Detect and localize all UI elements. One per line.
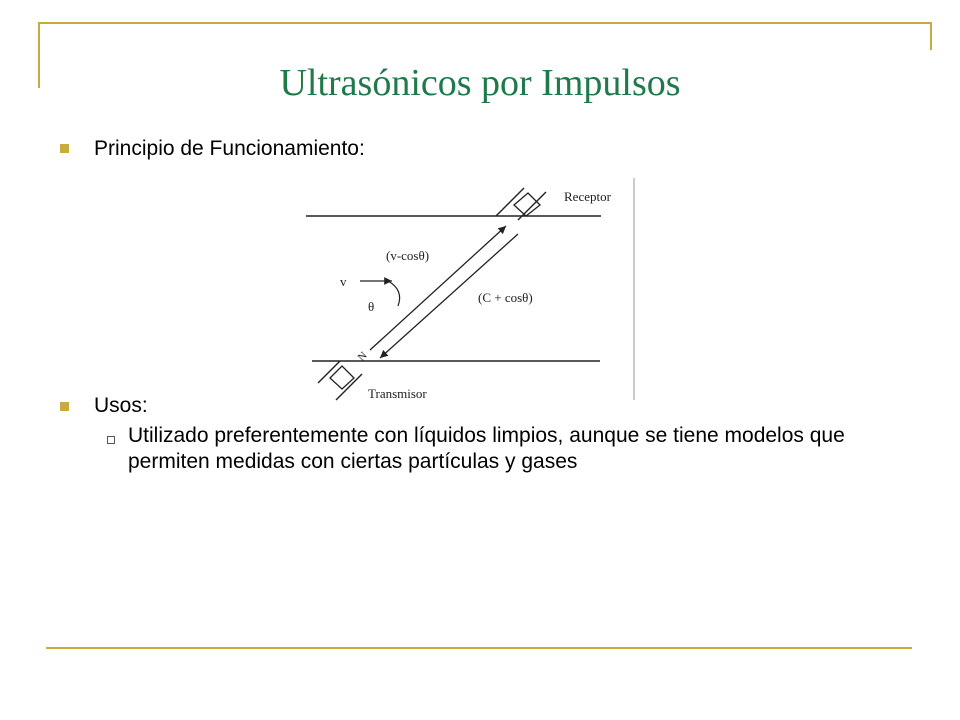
transmisor-label: Transmisor [368,386,427,401]
downstream-label: (C + cosθ) [478,290,533,305]
receptor-transducer [496,188,546,220]
angle-arc [388,281,400,306]
velocity-label: v [340,274,347,289]
downstream-path-arrow [370,226,506,350]
bullet-square-icon [60,144,69,153]
slide-title: Ultrasónicos por Impulsos [279,62,681,104]
receptor-label: Receptor [564,189,611,204]
sub-bullet-hollow-square-icon [107,436,115,444]
sub-bullet-usos-text: Utilizado preferentemente con líquidos limpios, aunque se tiene modelos que permiten medidas con ciertas partículas y gases [128,424,845,473]
frame-bottom-line [46,647,912,649]
upstream-label: (v-cosθ) [386,248,430,263]
transmisor-transducer [318,361,362,400]
n-label: N [355,349,370,364]
bullet-usos: Usos: [94,394,148,417]
frame-right-line [930,22,932,50]
ultrasonic-flowmeter-diagram [296,178,642,404]
bullet-principio: Principio de Funcionamiento: [94,137,365,160]
frame-top-line [38,22,932,24]
angle-label: θ [368,299,375,314]
bullet-square-icon [60,402,69,411]
